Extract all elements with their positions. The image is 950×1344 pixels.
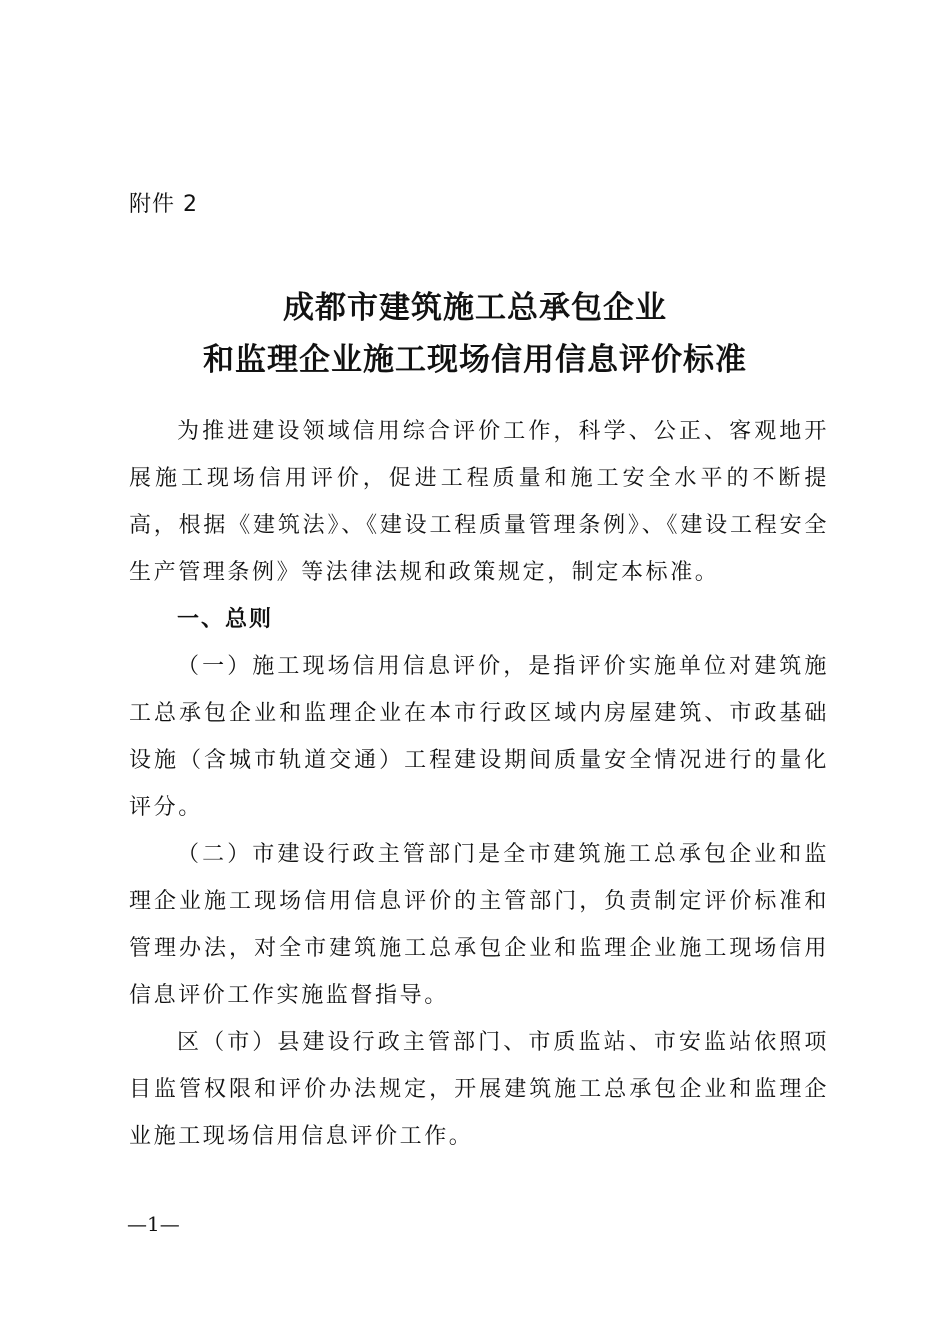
paragraph-item-2: （二）市建设行政主管部门是全市建筑施工总承包企业和监理企业施工现场信用信息评价的主管部门，负责制定评价标准和管理办法，对全市建筑施工总承包企业和监理企业施工现场信用信息评价工作实施监督指导。: [129, 842, 829, 1008]
document-title: [0, 282, 950, 386]
title-line-1: 成都市建筑施工总承包企业: [283, 290, 667, 326]
attachment-label: 附件 2: [129, 192, 198, 217]
page-number: —1—: [127, 1212, 180, 1236]
paragraph-item-1: （一）施工现场信用信息评价，是指评价实施单位对建筑施工总承包企业和监理企业在本市行政区域内房屋建筑、市政基础设施（含城市轨道交通）工程建设期间质量安全情况进行的量化评分。: [129, 654, 829, 820]
paragraph-item-2-continued: 区（市）县建设行政主管部门、市质监站、市安监站依照项目监管权限和评价办法规定，开展建筑施工总承包企业和监理企业施工现场信用信息评价工作。: [129, 1030, 829, 1149]
section-heading-general: 一、总则: [177, 607, 274, 632]
title-line-2: 和监理企业施工现场信用信息评价标准: [203, 342, 747, 378]
document-body: [129, 408, 829, 1160]
intro-paragraph: 为推进建设领域信用综合评价工作，科学、公正、客观地开展施工现场信用评价，促进工程质量和施工安全水平的不断提高，根据《建筑法》、《建设工程质量管理条例》、《建设工程安全生产管理条例》等法律法规和政策规定，制定本标准。: [129, 419, 829, 585]
